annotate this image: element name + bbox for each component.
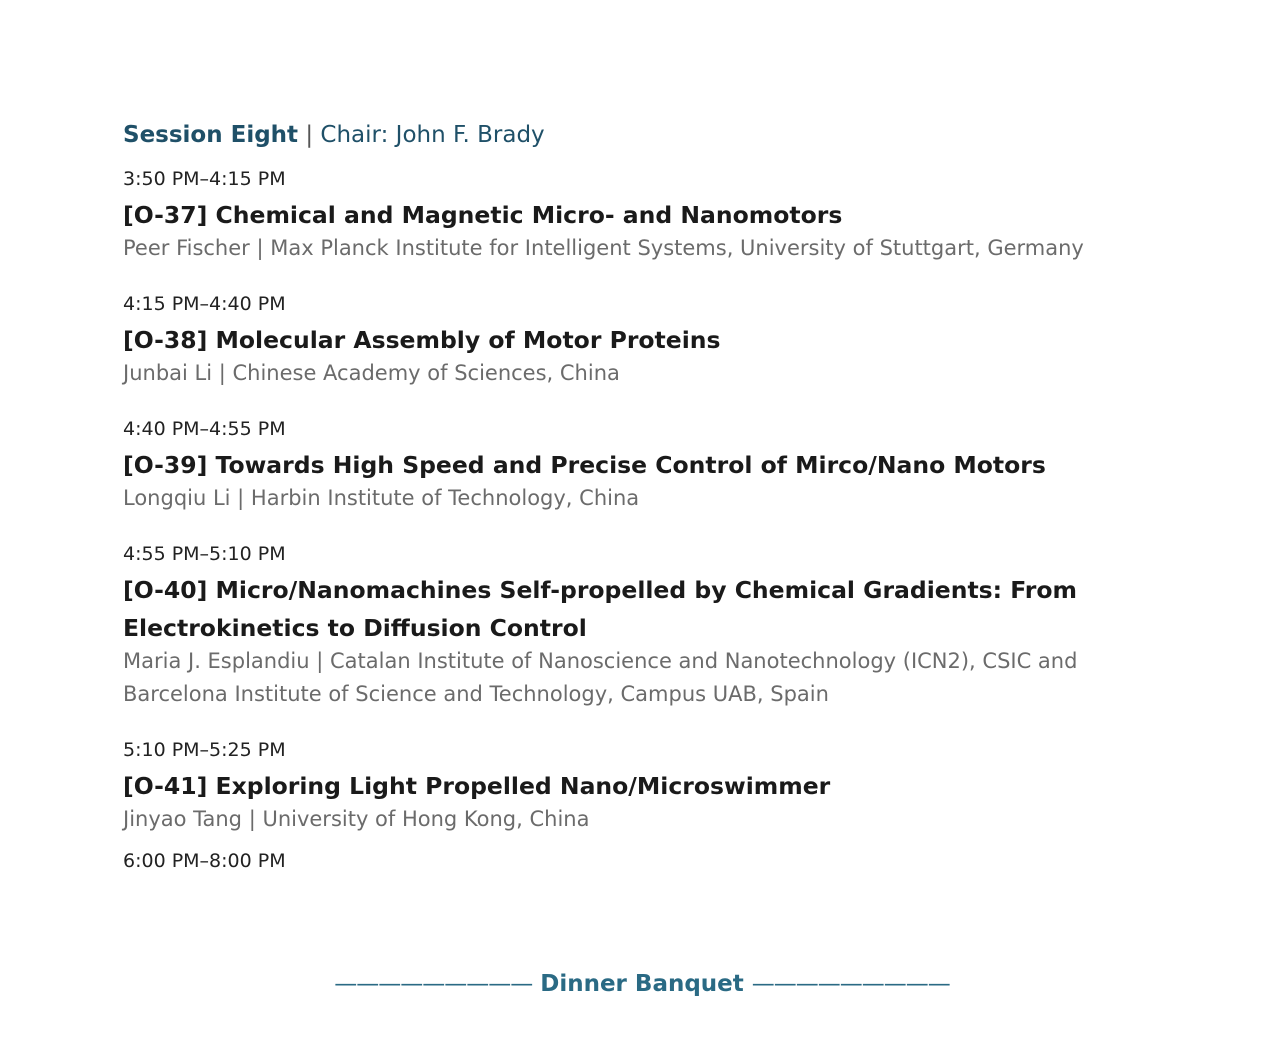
talk-time: 5:10 PM–5:25 PM xyxy=(123,739,286,761)
talk-speaker: Jinyao Tang | University of Hong Kong, China xyxy=(123,807,590,831)
talk-time: 4:15 PM–4:40 PM xyxy=(123,293,286,315)
talk-speaker: Longqiu Li | Harbin Institute of Technology, China xyxy=(123,486,640,510)
banquet-label: Dinner Banquet xyxy=(540,971,744,997)
program-page xyxy=(123,118,1163,878)
talk-item xyxy=(123,416,1163,515)
talk-title: [O-41] Exploring Light Propelled Nano/Microswimmer xyxy=(123,772,831,800)
banquet-heading xyxy=(122,966,1162,1002)
talk-speaker: Maria J. Esplandiu | Catalan Institute of Nanoscience and Nanotechnology (ICN2), CSIC and Barcelona Institute of Science and Technology, Campus UAB, Spain xyxy=(123,649,1078,706)
talk-title: [O-40] Micro/Nanomachines Self-propelled by Chemical Gradients: From Electrokinetics to Diffusion Control xyxy=(123,576,1078,642)
talk-item xyxy=(123,291,1163,390)
left-rule: ————————— xyxy=(334,971,533,997)
session-separator: | xyxy=(305,122,314,148)
talk-time: 4:40 PM–4:55 PM xyxy=(123,418,286,440)
talk-speaker: Junbai Li | Chinese Academy of Sciences, China xyxy=(123,361,620,385)
session-header xyxy=(123,118,1163,152)
session-chair: Chair: John F. Brady xyxy=(320,122,545,148)
session-name: Session Eight xyxy=(123,122,299,148)
talk-item xyxy=(123,737,1163,836)
right-rule: ————————— xyxy=(751,971,950,997)
talk-time: 3:50 PM–4:15 PM xyxy=(123,168,286,190)
talk-title: [O-38] Molecular Assembly of Motor Proteins xyxy=(123,326,721,354)
talk-title: [O-39] Towards High Speed and Precise Control of Mirco/Nano Motors xyxy=(123,451,1046,479)
banquet-time: 6:00 PM–8:00 PM xyxy=(123,850,286,872)
talk-item xyxy=(123,541,1163,711)
banquet-block xyxy=(123,848,1163,874)
talk-speaker: Peer Fischer | Max Planck Institute for Intelligent Systems, University of Stuttgart, Germany xyxy=(123,236,1084,260)
talk-title: [O-37] Chemical and Magnetic Micro- and Nanomotors xyxy=(123,201,843,229)
talk-time: 4:55 PM–5:10 PM xyxy=(123,543,286,565)
talk-item xyxy=(123,166,1163,265)
